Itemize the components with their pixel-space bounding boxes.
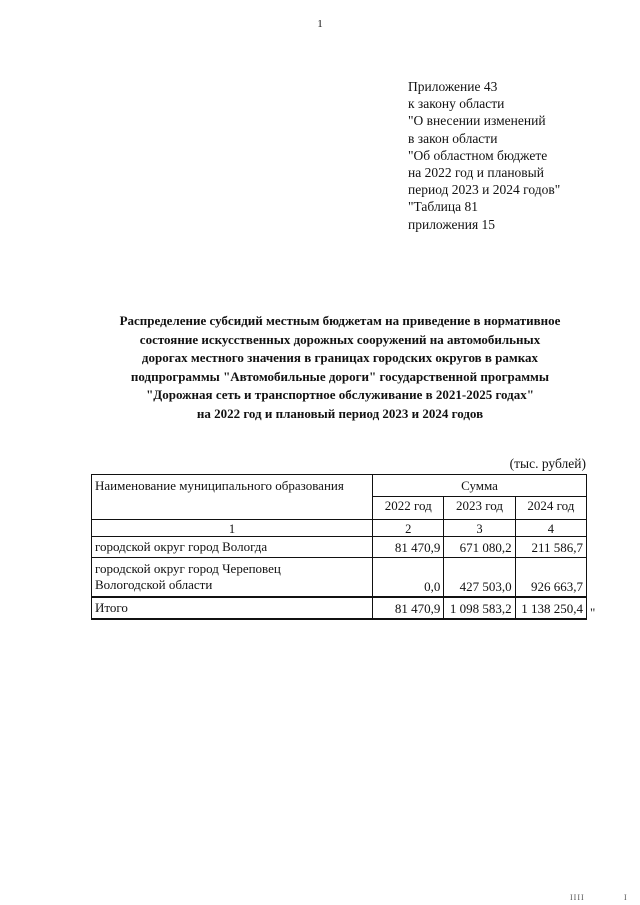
municipality-name <box>92 558 373 598</box>
title-line: состояние искусственных дорожных сооружений на автомобильных <box>139 331 541 347</box>
title-line: Распределение субсидий местным бюджетам на приведение в нормативное <box>119 313 561 328</box>
appendix-line: приложения 15 <box>408 216 496 232</box>
column-index-row <box>92 520 587 537</box>
appendix-line: "Об областном бюджете <box>408 147 548 163</box>
total-row <box>92 597 587 619</box>
total-2023: 1 098 583,2 <box>444 597 515 619</box>
footer-mark: IIII <box>570 893 585 902</box>
total-2022: 81 470,9 <box>373 597 444 619</box>
header-year: 2024 год <box>515 497 586 520</box>
appendix-line: "Таблица 81 <box>408 199 478 215</box>
units-label: (тыс. рублей) <box>509 456 586 471</box>
closing-quote: " <box>590 605 596 620</box>
total-label: Итого <box>92 597 373 619</box>
table-row <box>92 558 587 598</box>
amount-2022: 0,0 <box>373 558 444 598</box>
total-2024: 1 138 250,4 <box>515 597 586 619</box>
column-index: 4 <box>515 520 586 537</box>
document-title <box>60 312 620 424</box>
amount-2022: 81 470,9 <box>373 537 444 558</box>
title-line: подпрограммы "Автомобильные дороги" государственной программы <box>130 368 550 384</box>
header-municipality: Наименование муниципального образования <box>92 475 373 520</box>
title-line: дорогах местного значения в границах городских округов в рамках <box>141 350 539 366</box>
municipality-name-line: Вологодской области <box>95 577 213 592</box>
title-line: "Дорожная сеть и транспортное обслуживание в 2021-2025 годах" <box>146 387 534 403</box>
amount-2023: 427 503,0 <box>444 558 515 598</box>
header-year: 2022 год <box>373 497 444 520</box>
appendix-note <box>408 78 560 233</box>
header-sum: Сумма <box>373 475 587 497</box>
appendix-line: Приложение 43 <box>408 79 498 94</box>
title-line: на 2022 год и плановый период 2023 и 2024 годов <box>196 405 484 421</box>
amount-2023: 671 080,2 <box>444 537 515 558</box>
municipality-name: городской округ город Вологда <box>92 537 373 558</box>
appendix-line: в закон области <box>408 130 498 146</box>
table-row <box>92 537 587 558</box>
appendix-line: на 2022 год и плановый <box>408 165 544 181</box>
column-index: 1 <box>92 520 373 537</box>
appendix-line: "О внесении изменений <box>408 113 546 129</box>
municipality-name-line: городской округ город Череповец <box>95 561 281 576</box>
header-year: 2023 год <box>444 497 515 520</box>
appendix-line: к закону области <box>408 96 505 112</box>
appendix-line: период 2023 и 2024 годов" <box>408 182 561 198</box>
subsidy-table <box>91 474 587 620</box>
footer-mark: I <box>624 893 628 902</box>
column-index: 2 <box>373 520 444 537</box>
page-number: 1 <box>317 18 323 30</box>
amount-2024: 211 586,7 <box>515 537 586 558</box>
column-index: 3 <box>444 520 515 537</box>
amount-2024: 926 663,7 <box>515 558 586 598</box>
